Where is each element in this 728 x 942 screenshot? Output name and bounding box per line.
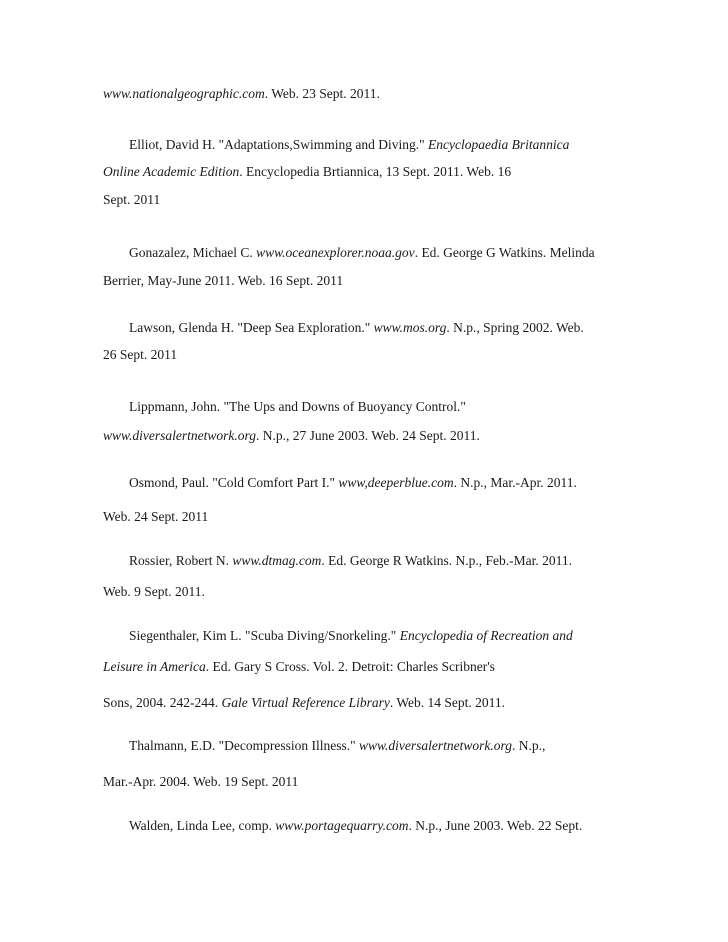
citation-text: www.diversalertnetwork.org <box>103 428 256 443</box>
citation-text: Lawson, Glenda H. "Deep Sea Exploration." <box>129 320 374 335</box>
citation-text: . N.p., 27 June 2003. Web. 24 Sept. 2011. <box>256 428 480 443</box>
citation-text: Sept. 2011 <box>103 192 161 207</box>
citation-text: Thalmann, E.D. "Decompression Illness." <box>129 738 359 753</box>
citation-line <box>103 164 511 180</box>
citation-text: www,deeperblue.com <box>338 475 454 490</box>
citation-text: . Ed. Gary S Cross. Vol. 2. Detroit: Charles Scribner's <box>205 659 495 674</box>
citation-line <box>129 137 569 153</box>
citation-line <box>103 273 343 289</box>
citation-line <box>129 628 573 644</box>
citation-text: Online Academic Edition <box>103 164 240 179</box>
citation-line <box>103 509 208 525</box>
citation-text: Gale Virtual Reference Library <box>221 695 390 710</box>
citation-text: www.dtmag.com <box>232 553 322 568</box>
citation-text: Gonazalez, Michael C. <box>129 245 257 260</box>
citation-text: www.nationalgeographic.com <box>103 86 265 101</box>
citation-text: Mar.-Apr. 2004. Web. 19 Sept. 2011 <box>103 774 299 789</box>
citation-text: Sons, 2004. 242-244. <box>103 695 222 710</box>
citation-line <box>129 738 545 754</box>
citation-text: Osmond, Paul. "Cold Comfort Part I." <box>129 475 339 490</box>
citation-line <box>103 774 298 790</box>
citation-text: www.oceanexplorer.noaa.gov <box>256 245 415 260</box>
citation-line <box>129 245 595 261</box>
citation-text: Leisure in America <box>103 659 206 674</box>
citation-text: www.diversalertnetwork.org <box>358 738 512 753</box>
citation-text: Elliot, David H. "Adaptations,Swimming and Diving." <box>129 137 429 152</box>
citation-text: . Encyclopedia Brtiannica, 13 Sept. 2011. Web. 16 <box>239 164 512 179</box>
citation-line <box>129 320 584 336</box>
citation-line <box>103 347 177 363</box>
citation-line <box>129 818 582 834</box>
citation-line <box>103 86 380 102</box>
citation-line <box>103 584 205 600</box>
citation-line <box>103 428 480 444</box>
citation-text: . Web. 14 Sept. 2011. <box>389 695 506 710</box>
citation-text: Web. 24 Sept. 2011 <box>103 509 209 524</box>
citation-text: Web. 9 Sept. 2011. <box>103 584 205 599</box>
citation-line <box>129 475 577 491</box>
citation-text: Walden, Linda Lee, comp. <box>129 818 276 833</box>
citation-text: . Ed. George R Watkins. N.p., Feb.-Mar. 2011. <box>321 553 572 568</box>
citation-text: Encyclopedia of Recreation and <box>399 628 573 643</box>
citation-line <box>129 553 572 569</box>
citation-text: . Web. 23 Sept. 2011. <box>264 86 380 101</box>
citation-text: Siegenthaler, Kim L. "Scuba Diving/Snorkeling." <box>129 628 400 643</box>
citation-text: www.mos.org <box>373 320 447 335</box>
citation-text: . N.p., June 2003. Web. 22 Sept. <box>408 818 583 833</box>
citation-text: 26 Sept. 2011 <box>103 347 178 362</box>
citation-line <box>103 659 495 675</box>
citation-line <box>103 695 505 711</box>
citation-text: . N.p., Mar.-Apr. 2011. <box>453 475 577 490</box>
citation-text: Lippmann, John. "The Ups and Downs of Buoyancy Control." <box>129 399 466 414</box>
citation-line <box>103 192 160 208</box>
citation-text: Rossier, Robert N. <box>129 553 233 568</box>
citation-text: . N.p., <box>511 738 546 753</box>
citation-text: Berrier, May-June 2011. Web. 16 Sept. 2011 <box>103 273 344 288</box>
citation-text: Encyclopaedia Britannica <box>428 137 570 152</box>
citation-text: . N.p., Spring 2002. Web. <box>446 320 584 335</box>
citation-text: www.portagequarry.com <box>275 818 409 833</box>
citation-text: . Ed. George G Watkins. Melinda <box>414 245 595 260</box>
citation-line <box>129 399 466 415</box>
